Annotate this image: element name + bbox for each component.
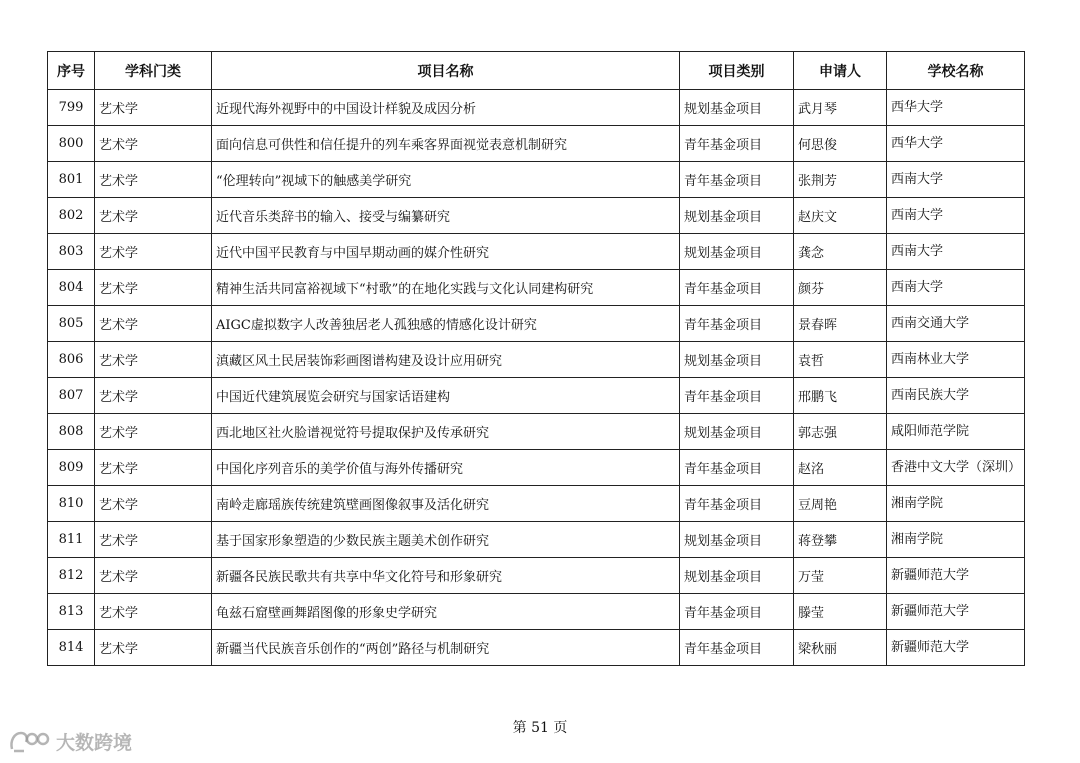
cell-applicant: 豆周艳 bbox=[794, 486, 887, 522]
cell-serial-number: 813 bbox=[48, 594, 95, 630]
cell-subject-category: 艺术学 bbox=[95, 162, 212, 198]
cell-school-name: 咸阳师范学院 bbox=[887, 414, 1025, 450]
cell-applicant: 赵庆文 bbox=[794, 198, 887, 234]
table-row bbox=[48, 486, 1025, 522]
cell-school-name: 西华大学 bbox=[887, 90, 1025, 126]
table-row bbox=[48, 378, 1025, 414]
table-row bbox=[48, 522, 1025, 558]
table-row bbox=[48, 450, 1025, 486]
page-number: 第 51 页 bbox=[512, 720, 568, 736]
cell-applicant: 颜芬 bbox=[794, 270, 887, 306]
cell-serial-number: 804 bbox=[48, 270, 95, 306]
header-subject-category: 学科门类 bbox=[95, 52, 212, 90]
cell-subject-category: 艺术学 bbox=[95, 90, 212, 126]
cell-project-name: 近代音乐类辞书的输入、接受与编纂研究 bbox=[212, 198, 680, 234]
table-header-row bbox=[48, 52, 1025, 90]
header-serial-number: 序号 bbox=[48, 52, 95, 90]
cell-project-name: 基于国家形象塑造的少数民族主题美术创作研究 bbox=[212, 522, 680, 558]
cell-subject-category: 艺术学 bbox=[95, 630, 212, 666]
cell-project-name: 新疆各民族民歌共有共享中华文化符号和形象研究 bbox=[212, 558, 680, 594]
cell-subject-category: 艺术学 bbox=[95, 126, 212, 162]
cell-project-name: 新疆当代民族音乐创作的“两创”路径与机制研究 bbox=[212, 630, 680, 666]
cell-school-name: 湘南学院 bbox=[887, 486, 1025, 522]
cell-project-name: 近代中国平民教育与中国早期动画的媒介性研究 bbox=[212, 234, 680, 270]
header-school-name: 学校名称 bbox=[887, 52, 1025, 90]
cell-subject-category: 艺术学 bbox=[95, 306, 212, 342]
cell-school-name: 湘南学院 bbox=[887, 522, 1025, 558]
cell-subject-category: 艺术学 bbox=[95, 486, 212, 522]
header-applicant: 申请人 bbox=[794, 52, 887, 90]
cell-subject-category: 艺术学 bbox=[95, 234, 212, 270]
cell-subject-category: 艺术学 bbox=[95, 558, 212, 594]
cell-project-type: 青年基金项目 bbox=[680, 306, 794, 342]
cell-project-name: 面向信息可供性和信任提升的列车乘客界面视觉表意机制研究 bbox=[212, 126, 680, 162]
cell-applicant: 赵洺 bbox=[794, 450, 887, 486]
cell-serial-number: 799 bbox=[48, 90, 95, 126]
cell-serial-number: 807 bbox=[48, 378, 95, 414]
cell-project-name: 龟兹石窟壁画舞蹈图像的形象史学研究 bbox=[212, 594, 680, 630]
cell-project-name: 南岭走廊瑶族传统建筑壁画图像叙事及活化研究 bbox=[212, 486, 680, 522]
cell-school-name: 西南大学 bbox=[887, 270, 1025, 306]
cell-applicant: 梁秋丽 bbox=[794, 630, 887, 666]
cell-project-name: 中国化序列音乐的美学价值与海外传播研究 bbox=[212, 450, 680, 486]
cell-serial-number: 803 bbox=[48, 234, 95, 270]
cell-school-name: 西南大学 bbox=[887, 198, 1025, 234]
cell-applicant: 景春晖 bbox=[794, 306, 887, 342]
cell-project-type: 规划基金项目 bbox=[680, 90, 794, 126]
cell-school-name: 香港中文大学（深圳） bbox=[887, 450, 1025, 486]
table-row bbox=[48, 234, 1025, 270]
cell-serial-number: 809 bbox=[48, 450, 95, 486]
cell-serial-number: 808 bbox=[48, 414, 95, 450]
watermark-logo-icon bbox=[8, 729, 52, 755]
cell-project-type: 青年基金项目 bbox=[680, 378, 794, 414]
cell-project-type: 青年基金项目 bbox=[680, 270, 794, 306]
cell-serial-number: 806 bbox=[48, 342, 95, 378]
cell-school-name: 新疆师范大学 bbox=[887, 558, 1025, 594]
cell-project-type: 青年基金项目 bbox=[680, 486, 794, 522]
cell-serial-number: 805 bbox=[48, 306, 95, 342]
cell-serial-number: 800 bbox=[48, 126, 95, 162]
cell-school-name: 西南林业大学 bbox=[887, 342, 1025, 378]
cell-serial-number: 810 bbox=[48, 486, 95, 522]
cell-applicant: 万莹 bbox=[794, 558, 887, 594]
table-body bbox=[48, 90, 1025, 666]
cell-serial-number: 801 bbox=[48, 162, 95, 198]
table-row bbox=[48, 162, 1025, 198]
table-row bbox=[48, 414, 1025, 450]
cell-school-name: 西南民族大学 bbox=[887, 378, 1025, 414]
cell-school-name: 新疆师范大学 bbox=[887, 630, 1025, 666]
cell-applicant: 袁哲 bbox=[794, 342, 887, 378]
cell-applicant: 何思俊 bbox=[794, 126, 887, 162]
cell-project-name: 西北地区社火脸谱视觉符号提取保护及传承研究 bbox=[212, 414, 680, 450]
cell-school-name: 西南大学 bbox=[887, 162, 1025, 198]
cell-project-type: 青年基金项目 bbox=[680, 126, 794, 162]
cell-subject-category: 艺术学 bbox=[95, 594, 212, 630]
cell-applicant: 龚念 bbox=[794, 234, 887, 270]
cell-project-type: 青年基金项目 bbox=[680, 162, 794, 198]
cell-serial-number: 814 bbox=[48, 630, 95, 666]
cell-subject-category: 艺术学 bbox=[95, 414, 212, 450]
table-row bbox=[48, 306, 1025, 342]
cell-project-name: 近现代海外视野中的中国设计样貌及成因分析 bbox=[212, 90, 680, 126]
watermark bbox=[8, 728, 132, 755]
cell-school-name: 新疆师范大学 bbox=[887, 594, 1025, 630]
table-row bbox=[48, 630, 1025, 666]
cell-project-type: 青年基金项目 bbox=[680, 630, 794, 666]
cell-project-name: 中国近代建筑展览会研究与国家话语建构 bbox=[212, 378, 680, 414]
cell-subject-category: 艺术学 bbox=[95, 450, 212, 486]
cell-project-name: 精神生活共同富裕视域下“村歌”的在地化实践与文化认同建构研究 bbox=[212, 270, 680, 306]
header-project-type: 项目类别 bbox=[680, 52, 794, 90]
cell-applicant: 武月琴 bbox=[794, 90, 887, 126]
cell-project-type: 规划基金项目 bbox=[680, 198, 794, 234]
cell-serial-number: 811 bbox=[48, 522, 95, 558]
cell-subject-category: 艺术学 bbox=[95, 270, 212, 306]
table-row bbox=[48, 198, 1025, 234]
table-row bbox=[48, 126, 1025, 162]
cell-project-type: 青年基金项目 bbox=[680, 594, 794, 630]
project-table bbox=[47, 51, 1025, 666]
cell-project-type: 规划基金项目 bbox=[680, 342, 794, 378]
cell-project-type: 规划基金项目 bbox=[680, 558, 794, 594]
cell-subject-category: 艺术学 bbox=[95, 378, 212, 414]
cell-project-name: 滇藏区风土民居装饰彩画图谱构建及设计应用研究 bbox=[212, 342, 680, 378]
cell-project-type: 规划基金项目 bbox=[680, 414, 794, 450]
cell-subject-category: 艺术学 bbox=[95, 198, 212, 234]
cell-subject-category: 艺术学 bbox=[95, 522, 212, 558]
cell-school-name: 西南大学 bbox=[887, 234, 1025, 270]
cell-applicant: 邢鹏飞 bbox=[794, 378, 887, 414]
cell-project-type: 规划基金项目 bbox=[680, 522, 794, 558]
cell-project-type: 规划基金项目 bbox=[680, 234, 794, 270]
cell-serial-number: 812 bbox=[48, 558, 95, 594]
cell-school-name: 西南交通大学 bbox=[887, 306, 1025, 342]
table-row bbox=[48, 90, 1025, 126]
cell-serial-number: 802 bbox=[48, 198, 95, 234]
cell-project-name: AIGC虚拟数字人改善独居老人孤独感的情感化设计研究 bbox=[212, 306, 680, 342]
cell-applicant: 张荆芳 bbox=[794, 162, 887, 198]
header-project-name: 项目名称 bbox=[212, 52, 680, 90]
cell-applicant: 滕莹 bbox=[794, 594, 887, 630]
cell-applicant: 郭志强 bbox=[794, 414, 887, 450]
cell-project-name: “伦理转向”视域下的触感美学研究 bbox=[212, 162, 680, 198]
cell-subject-category: 艺术学 bbox=[95, 342, 212, 378]
table-row bbox=[48, 270, 1025, 306]
table-row bbox=[48, 594, 1025, 630]
watermark-text: 大数跨境 bbox=[56, 732, 133, 754]
table-row bbox=[48, 342, 1025, 378]
table-row bbox=[48, 558, 1025, 594]
cell-school-name: 西华大学 bbox=[887, 126, 1025, 162]
cell-project-type: 青年基金项目 bbox=[680, 450, 794, 486]
cell-applicant: 蒋登攀 bbox=[794, 522, 887, 558]
